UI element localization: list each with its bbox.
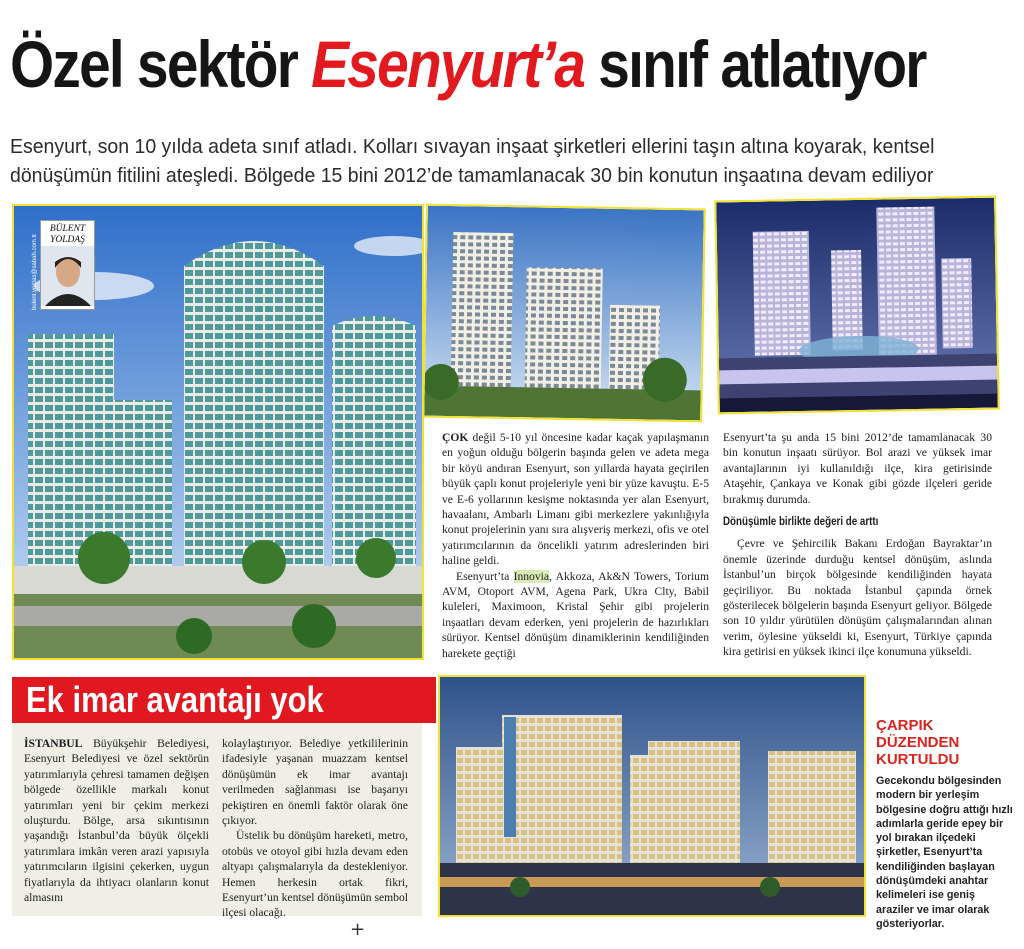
article-column-2 (723, 430, 992, 660)
box-col1-paragraph: İSTANBUL Büyükşehir Belediyesi, Esenyurt Belediyesi ve özel sektörün yatırımlarıyla çehresi tamamen değişen bölgede özellikle markalı konut yatırımları yeni bir çekim merkezi oluşturdu. Bölge, arsa sıkıntısının yaşandığı İstanbul’da büyük ölçekli yatırımlara imkân veren arazi yapısıyla yatırımcıların ilgisini çekerken, uygun fiyatlarıyla da ihtiyacı olanların konut almasını (24, 737, 209, 905)
box-title-bar (12, 677, 436, 723)
registration-mark: + (350, 919, 366, 940)
night-tower-photo (714, 196, 1000, 415)
highlighted-project-name: Innovia (513, 569, 550, 583)
article-paragraph-2: Esenyurt’ta Innovia, Akkoza, Ak&N Towers, Torium AVM, Otoport AVM, Agena Park, Ukra Clty, Babil kuleleri, Maximoon, Kristal Şehir gibi projelerin inşaatları devam ederken, yeni projelerin de hazırlıkları sürüyor. Kentsel dönüşüm dinamiklerinin kendiliğinden harekete geçtiği (442, 569, 709, 660)
article-column-1 (442, 430, 709, 661)
box-col2-paragraph-1: kolaylaştırıyor. Belediye yetkililerinin ifadesiyle yaşanan muazzam kentsel dönüşümün ek imar avantajı verilmeden sağlanması ise başarıyı pekiştiren en önemli faktör olarak öne çıkıyor. (222, 737, 408, 828)
bottom-building-photo (438, 675, 866, 917)
headline-highlight: Esenyurt’a (311, 27, 585, 101)
tower-cluster-illustration (424, 206, 704, 421)
article-subhead: Dönüşümle birlikte değeri de arttı (723, 516, 879, 529)
headline: Özel sektör Esenyurt’a sınıf atlatıyor (10, 27, 926, 101)
box-title: Ek imar avantajı yok (26, 679, 324, 720)
author-name-line-1: BÜLENT (49, 224, 86, 234)
article-lead-word: ÇOK (442, 431, 469, 444)
article-col2-paragraph-1: Esenyurt’ta şu anda 15 bini 2012’de tamamlanacak 30 bin konutun inşaatı sürüyor. Bol arazi ve yüksek imar avantajlarının iyi kullanıldığı ilçe, kira getirisinde Ataşehir, Çankaya ve Konak gibi gözde ilçeleri geride bırakmış durumda. (723, 431, 992, 506)
sidebar-title (876, 717, 1016, 768)
deck-line-1: Esenyurt, son 10 yılda adeta sınıf atladı. Kolları sıvayan inşaat şirketleri ellerini taşın altına koyarak, kentsel (10, 135, 935, 158)
author-portrait (41, 246, 94, 306)
box-lead-word: İSTANBUL (24, 737, 83, 750)
box-col2-paragraph-2: Üstelik bu dönüşüm hareketi, metro, otobüs ve otoyol gibi hızla devam eden altyapı çalışmalarıyla da destekleniyor. Hemen herkesin ortak fikri, Esenyurt’un kentsel dönüşümün sembol ilçesi olacağı. (222, 829, 408, 920)
deck (10, 132, 1014, 190)
author-name-line-2: YOLDAŞ (50, 235, 85, 245)
author-byline (40, 220, 95, 310)
sidebar-text: Gecekondu bölgesinden modern bir yerleşim bölgesine doğru attığı hızlı adımlarla geride epey bir yol bırakan ilçedeki şirketler, Esenyurt’ta kendiliğinden başlayan dönüşümdeki anahtar kelimeleri ise geniş araziler ve imar olarak gösteriyorlar. (876, 775, 1013, 930)
box-column-1 (24, 736, 209, 905)
night-tower-illustration (716, 198, 998, 413)
sidebar-title-line-2: DÜZENDEN (876, 734, 960, 751)
article-paragraph-1: ÇOK değil 5-10 yıl öncesine kadar kaçak yapılaşmanın en yoğun olduğu bölgerin başında gelen ve adeta mega bir köyü andıran Esenyurt, son yıllarda hayata geçirilen büyük çaplı konut projeleriyle yeni bir yüze kavuştu. E-5 ve E-6 yollarının kesişme noktasında yer alan Esenyurt, havaalanı, Ambarlı Limanı gibi merkezlere yakınlığıyla konut projelerinin yanı sıra alışveriş merkezi, ofis ve otel yatırımcılarının da öncelikli yatırım adreslerinden biri haline geldi. (442, 431, 709, 568)
sidebar-title-line-1: ÇARPIK (876, 717, 934, 734)
sidebar-title-line-3: KURTULDU (876, 751, 960, 768)
box-column-2 (222, 736, 408, 921)
building-complex-illustration (440, 677, 864, 915)
author-email: bulent.yoldas@sabah.com.tr (32, 233, 38, 310)
deck-line-2: dönüşümün fitilini ateşledi. Bölgede 15 bini 2012’de tamamlanacak 30 bin konutun inşaatına devam ediliyor (10, 164, 934, 187)
article-col2-paragraph-2: Çevre ve Şehircilik Bakanı Erdoğan Bayraktar’ın önemle üzerinde durduğu kentsel dönüşüm, aslında İstanbul’un birçok bölgesinde kendiliğinden hayata geçiriliyor. Bu noktada İstanbul çapında örnek gösterilecek bölgelerin başında Esenyurt geliyor. Bölgede son 10 yıldır yürütülen dönüşüm çalışmalarından alınan verim, öylesine yükseldi ki, Esenyurt, Türkiye çapında kira getirisi en yüksek ikinci ilçe konumuna yükseldi. (723, 537, 992, 659)
second-tower-photo (422, 204, 706, 423)
